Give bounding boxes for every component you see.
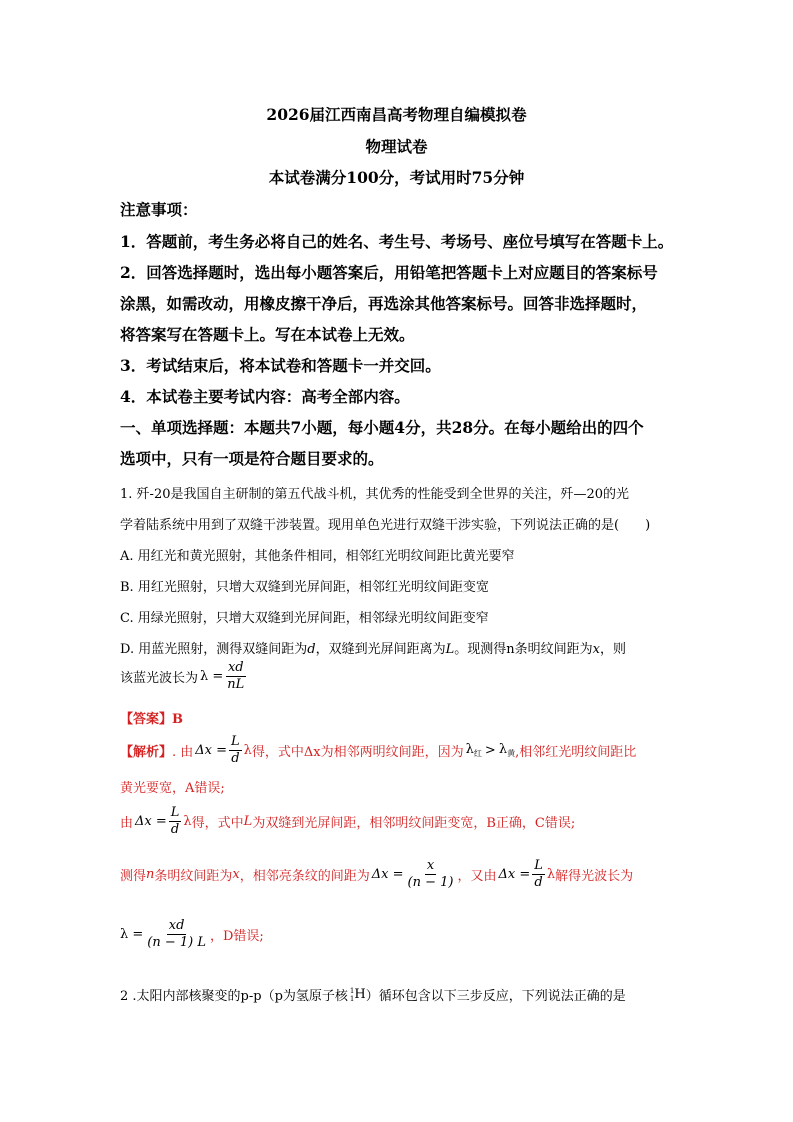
question-1-stem-text-1: 歼-20是我国自主研制的第五代战斗机，其优秀的性能受到全世界的关注，歼—20的光 (136, 487, 630, 502)
notice-item-3: 3．考试结束后，将本试卷和答题卡一并交回。 (120, 356, 441, 375)
section-heading-line-1: 一、单项选择题：本题共7小题，每小题4分，共28分。在每小题给出的四个 (120, 418, 644, 437)
lambda-yellow-symbol: λ (498, 742, 508, 757)
analysis-text-4: 由 (120, 816, 134, 831)
lambda-red-symbol: λ (465, 742, 474, 757)
analysis-var-L: L (243, 814, 253, 829)
notice-item-2-line-2: 涂黑，如需改动，用橡皮擦干净后，再选涂其他答案标号。回答非选择题时， (120, 294, 648, 313)
question-1-option-b: B. 用红光照射，只增大双缝到光屏间距，相邻红光明纹间距变宽 (120, 580, 489, 595)
option-d-var-d: d (307, 642, 316, 657)
question-1-option-a: A. 用红光和黄光照射，其他条件相同，相邻红光明纹间距比黄光要窄 (120, 549, 515, 564)
nucleus-mass-number: 1 (349, 986, 355, 995)
analysis-text-11: 解得光波长为 (555, 869, 634, 884)
notice-item-4: 4．本试卷主要考试内容：高考全部内容。 (120, 387, 410, 406)
lambda-yellow (499, 742, 515, 759)
lambda-red (466, 742, 482, 759)
question-2-stem (120, 985, 626, 1004)
formula-l-over-d-denominator: d (231, 751, 240, 766)
option-d-lambda: λ = (200, 669, 224, 684)
analysis-text-9: ，相邻亮条纹的间距为 (239, 869, 370, 884)
formula-result-denominator: (n − 1) L (147, 935, 206, 950)
option-d-line-2-text: 该蓝光波长为 (120, 671, 199, 686)
lambda-red-subscript: 红 (473, 749, 482, 758)
analysis-text-7: 测得 (120, 869, 147, 884)
question-2-text-1: 2 .太阳内部核聚变的p-p（p为氢原子核 (120, 989, 348, 1004)
analysis-text-5: 得，式中 (191, 816, 244, 831)
question-1-option-d-line-2 (120, 660, 248, 693)
notice-heading: 注意事项： (120, 200, 198, 219)
formula-l-over-d-2-numerator: L (170, 805, 180, 820)
formula-lambda: λ (243, 743, 252, 758)
question-2-text-2: ）循环包含以下三步反应，下列说法正确的是 (365, 989, 626, 1004)
formula-lambda-2: λ (183, 814, 192, 829)
analysis-line-2: 黄光要宽，A错误; (120, 781, 225, 796)
formula-x-over-n-1 (406, 858, 456, 891)
notice-item-2-line-1: 2．回答选择题时，选出每小题答案后，用铅笔把答题卡上对应题目的答案标号 (120, 263, 658, 282)
option-d-text-1: D. 用蓝光照射，测得双缝间距为 (120, 642, 308, 657)
analysis-line-4 (120, 858, 633, 891)
analysis-text-2: 得，式中Δx为相邻两明纹间距，因为 (251, 745, 464, 760)
notice-item-2-line-3: 将答案写在答题卡上。写在本试卷上无效。 (120, 325, 415, 344)
nucleus-symbol: H (354, 987, 366, 1002)
question-1-stem-line-1 (120, 483, 629, 502)
formula-x-over-n-1-numerator: x (426, 858, 435, 873)
analysis-text-8: 条明纹间距为 (154, 869, 233, 884)
formula-dx-4: Δx = (498, 867, 531, 882)
analysis-label: 【解析】 (120, 745, 173, 760)
formula-l-over-d-numerator: L (231, 734, 240, 749)
analysis-var-n: n (146, 867, 155, 882)
formula-dx-3: Δx = (371, 867, 404, 882)
answer-1-label: 【答案】B (120, 712, 183, 727)
formula-x-over-n-1-denominator: (n − 1) (407, 875, 454, 890)
option-d-text-4: ，则 (599, 642, 626, 657)
option-d-fraction-numerator: xd (227, 660, 244, 675)
formula-lambda-3: λ (546, 867, 556, 882)
lambda-yellow-subscript: 黄 (507, 749, 516, 758)
question-1-stem-line-2: 学着陆系统中用到了双缝干涉装置。现用单色光进行双缝干涉实验，下列说法正确的是( ) (120, 518, 651, 533)
analysis-text-10: ，又由 (457, 869, 497, 884)
analysis-text-1: . 由 (172, 745, 194, 760)
exam-info: 本试卷满分100分，考试用时75分钟 (268, 168, 525, 187)
option-d-text-2: ，双缝到光屏间距离为 (315, 642, 446, 657)
formula-result-numerator: xd (168, 918, 185, 933)
formula-l-over-d-3 (532, 858, 545, 891)
question-1-option-c: C. 用绿光照射，只增大双缝到光屏间距，相邻绿光明纹间距变窄 (120, 611, 489, 626)
analysis-line-5 (120, 918, 264, 951)
option-d-fraction (225, 660, 246, 693)
analysis-text-12: ，D错误; (209, 929, 264, 944)
nucleus-atomic-number: 1 (349, 994, 355, 1003)
analysis-text-3: ,相邻红光明纹间距比 (515, 745, 637, 760)
option-d-fraction-denominator: nL (227, 677, 245, 692)
formula-l-over-d-2 (169, 805, 182, 838)
formula-lambda-4: λ = (120, 927, 144, 942)
exam-subject: 物理试卷 (365, 137, 428, 156)
formula-dx-2: Δx = (135, 814, 167, 829)
formula-l-over-d (229, 734, 242, 767)
formula-dx: Δx = (195, 743, 228, 758)
option-d-text-3: 。现测得n条明纹间距为 (454, 642, 593, 657)
exam-title: 2026届江西南昌高考物理自编模拟卷 (266, 105, 527, 124)
analysis-var-x: x (232, 867, 240, 882)
greater-than-sign: > (484, 743, 496, 758)
analysis-line-3 (120, 805, 575, 838)
option-d-var-x: x (592, 642, 600, 657)
formula-l-over-d-3-numerator: L (534, 858, 543, 873)
question-1-option-d (120, 638, 626, 657)
question-1-number: 1. (120, 487, 133, 502)
option-d-var-L: L (445, 642, 455, 657)
analysis-line-1 (120, 734, 636, 767)
formula-result-fraction (145, 918, 208, 951)
analysis-text-6: 为双缝到光屏间距，相邻明纹间距变宽，B正确，C错误; (252, 816, 576, 831)
notice-item-1: 1．答题前，考生务必将自己的姓名、考生号、考场号、座位号填写在答题卡上。 (120, 232, 674, 251)
formula-l-over-d-2-denominator: d (170, 822, 180, 837)
formula-l-over-d-3-denominator: d (534, 875, 543, 890)
section-heading-line-2: 选项中，只有一项是符合题目要求的。 (120, 449, 384, 468)
